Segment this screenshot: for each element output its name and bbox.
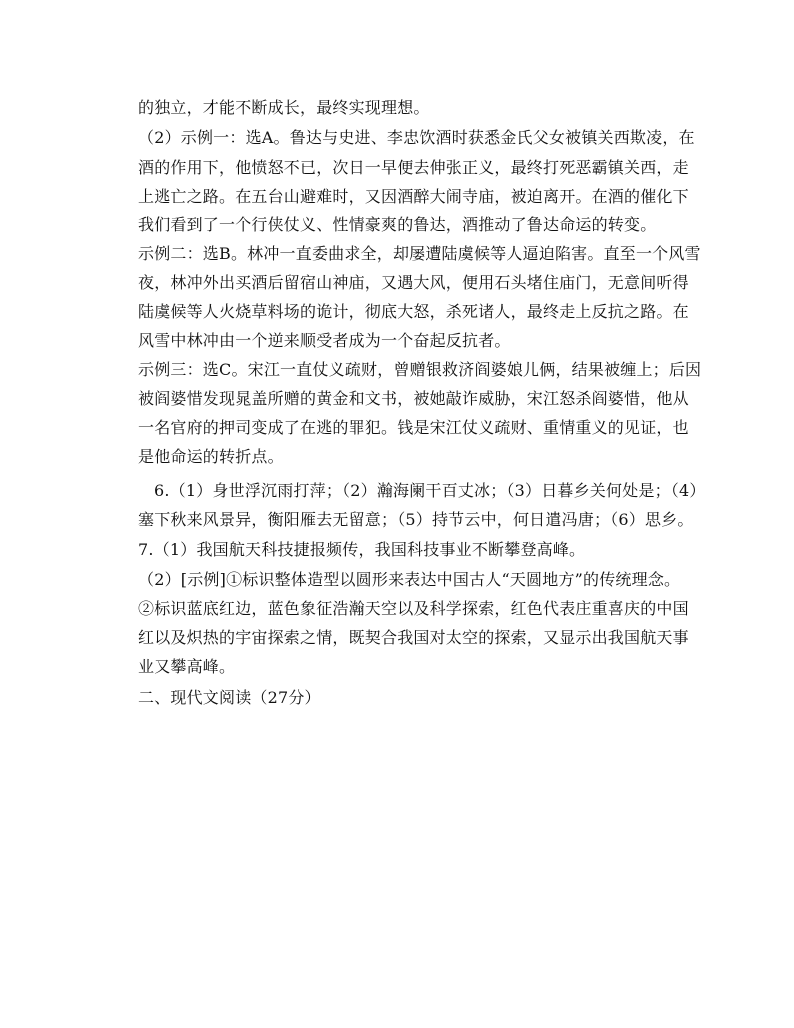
text-line: （2）[示例]①标识整体造型以圆形来表达中国古人“天圆地方”的传统理念。	[138, 570, 681, 589]
text-line: 风雪中林冲由一个逆来顺受者成为一个奋起反抗者。	[138, 331, 511, 350]
text-line: 红以及炽热的宇宙探索之情，既契合我国对太空的探索，又显示出我国航天事	[138, 628, 689, 647]
text-line: 7.（1）我国航天科技捷报频传，我国科技事业不断攀登高峰。	[138, 540, 586, 559]
text-line: 的独立，才能不断成长，最终实现理想。	[138, 98, 430, 117]
text-line: 业又攀高峰。	[138, 657, 236, 676]
text-line: （2）示例一：选A。鲁达与史进、李忠饮酒时获悉金氏父女被镇关西欺凌，在	[138, 128, 695, 147]
section-heading: 二、现代文阅读（27分）	[138, 688, 321, 707]
text-line: 是他命运的转折点。	[138, 447, 284, 466]
text-line: 陆虞候等人火烧草料场的诡计，彻底大怒，杀死诸人，最终走上反抗之路。在	[138, 302, 689, 321]
text-line: 被阎婆惜发现晁盖所赠的黄金和文书，被她敲诈威胁，宋江怒杀阎婆惜，他从	[138, 389, 689, 408]
text-line: 夜，林冲外出买酒后留宿山神庙，又遇大风，便用石头堵住庙门，无意间听得	[138, 273, 689, 292]
text-line: 塞下秋来风景异，衡阳雁去无留意；（5）持节云中，何日遣冯唐；（6）思乡。	[138, 510, 694, 529]
text-line: 示例二：选B。林冲一直委曲求全，却屡遭陆虞候等人逼迫陷害。直至一个风雪	[138, 244, 701, 263]
text-line: 酒的作用下，他愤怒不已，次日一早便去伸张正义，最终打死恶霸镇关西，走	[138, 158, 689, 177]
text-line: 一名官府的押司变成了在逃的罪犯。钱是宋江仗义疏财、重情重义的见证，也	[138, 418, 689, 437]
text-line: 我们看到了一个行侠仗义、性情豪爽的鲁达，酒推动了鲁达命运的转变。	[138, 215, 657, 234]
text-line: 上逃亡之路。在五台山避难时，又因酒醉大闹寺庙，被迫离开。在酒的催化下	[138, 187, 689, 206]
text-line: 示例三：选C。宋江一直仗义疏财，曾赠银救济阎婆娘儿俩，结果被缠上；后因	[138, 360, 702, 379]
text-line: 6.（1）身世浮沉雨打萍；（2）瀚海阑干百丈冰；（3）日暮乡关何处是；（4）	[154, 481, 706, 500]
text-line: ②标识蓝底红边，蓝色象征浩瀚天空以及科学探索，红色代表庄重喜庆的中国	[138, 599, 689, 618]
